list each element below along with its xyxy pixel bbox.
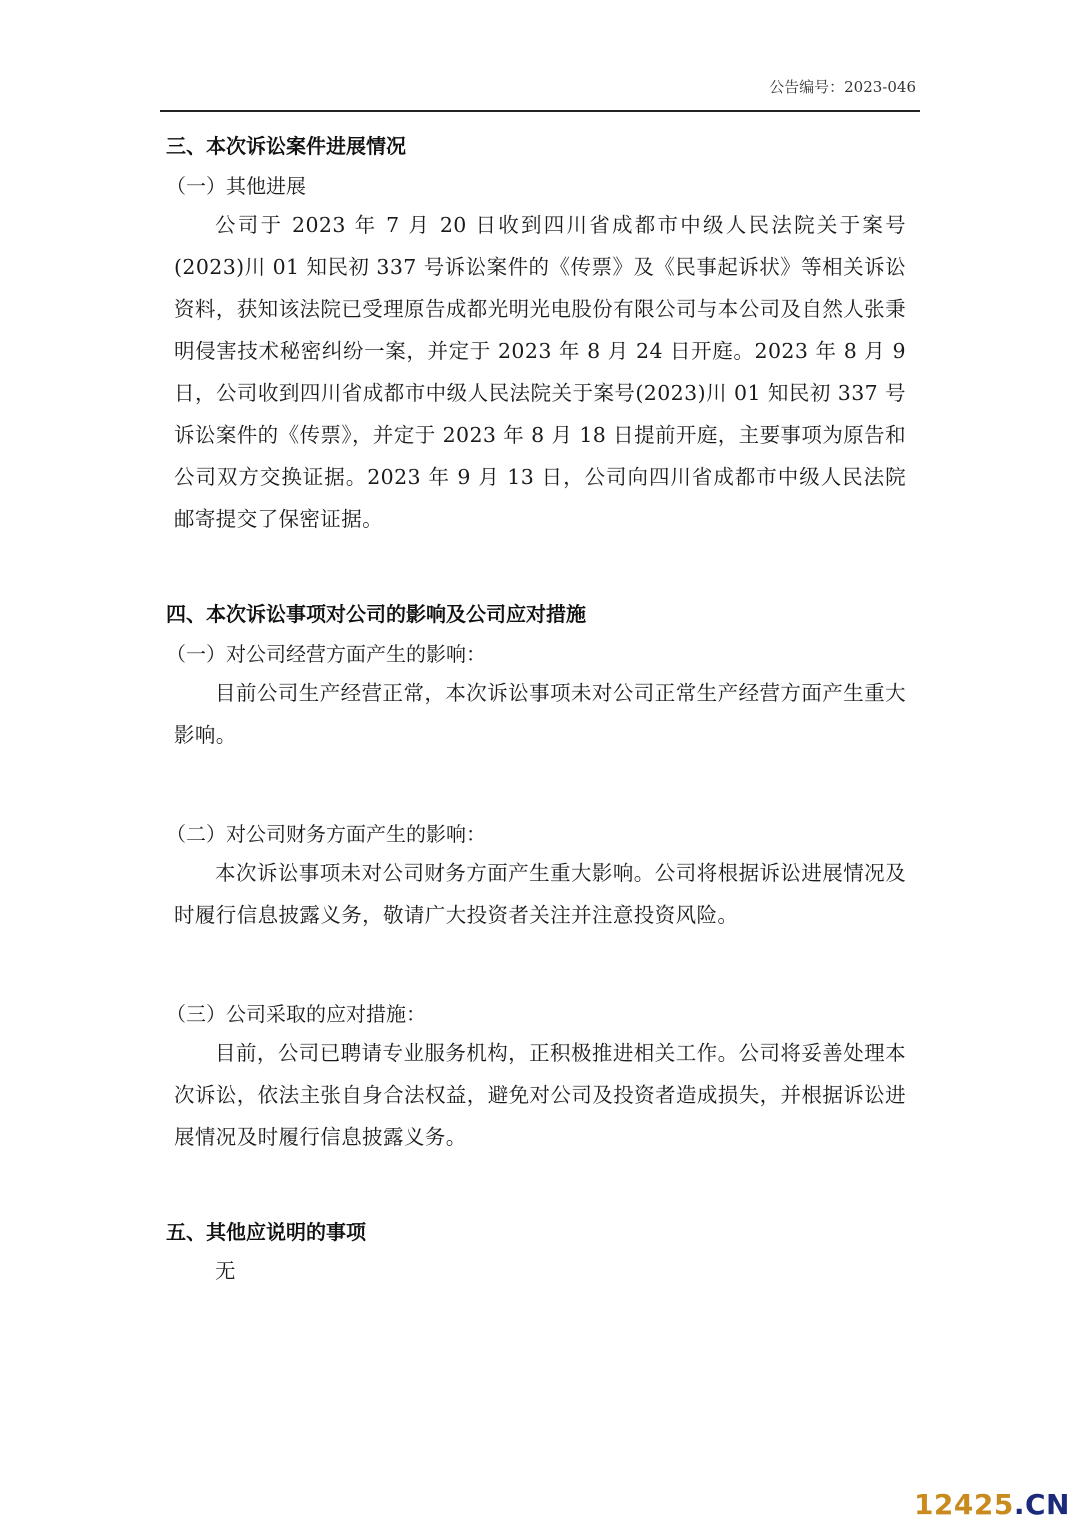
section-3-sub1-title: （一）其他进展 [166, 174, 306, 198]
section-4-sub2-paragraph: 本次诉讼事项未对公司财务方面产生重大影响。公司将根据诉讼进展情况及时履行信息披露义务，敬请广大投资者关注并注意投资风险。 [174, 861, 906, 927]
document-body [160, 128, 920, 1292]
spacer [160, 936, 920, 992]
spacer [160, 540, 920, 596]
section-3-sub1-paragraph: 公司于 2023 年 7 月 20 日收到四川省成都市中级人民法院关于案号(2023)川 01 知民初 337 号诉讼案件的《传票》及《民事起诉状》等相关诉讼资料，获知该法院已受理原告成都光明光电股份有限公司与本公司及自然人张秉明侵害技术秘密纠纷一案，并定于 2023 年 8 月 24 日开庭。2023 年 8 月 9 日，公司收到四川省成都市中级人民法院关于案号(2023)川 01 知民初 337 号诉讼案件的《传票》，并定于 2023 年 8 月 18 日提前开庭，主要事项为原告和公司双方交换证据。2023 年 9 月 13 日，公司向四川省成都市中级人民法院邮寄提交了保密证据。 [174, 213, 906, 531]
section-4-sub3-title: （三）公司采取的应对措施： [166, 1002, 426, 1026]
section-4-sub3-paragraph: 目前，公司已聘请专业服务机构，正积极推进相关工作。公司将妥善处理本次诉讼，依法主张自身合法权益，避免对公司及投资者造成损失，并根据诉讼进展情况及时履行信息披露义务。 [174, 1041, 906, 1149]
section-4-sub1-title: （一）对公司经营方面产生的影响： [166, 642, 486, 666]
section-4 [160, 596, 920, 1158]
section-5 [160, 1214, 920, 1292]
section-5-paragraph: 无 [215, 1259, 236, 1283]
spacer [160, 756, 920, 812]
section-4-sub1-paragraph: 目前公司生产经营正常，本次诉讼事项未对公司正常生产经营方面产生重大影响。 [174, 681, 906, 747]
section-4-sub2-title: （二）对公司财务方面产生的影响： [166, 822, 486, 846]
header-divider [160, 110, 920, 112]
watermark-digits: 12425 [913, 1488, 1014, 1521]
watermark-suffix: .CN [1013, 1488, 1070, 1521]
section-4-title: 四、本次诉讼事项对公司的影响及公司应对措施 [166, 602, 586, 626]
spacer [160, 1158, 920, 1214]
section-3-title: 三、本次诉讼案件进展情况 [166, 134, 406, 158]
notice-number: 公告编号：2023-046 [769, 78, 916, 96]
section-5-title: 五、其他应说明的事项 [166, 1220, 366, 1244]
site-watermark [914, 1488, 1070, 1521]
section-3 [160, 128, 920, 540]
